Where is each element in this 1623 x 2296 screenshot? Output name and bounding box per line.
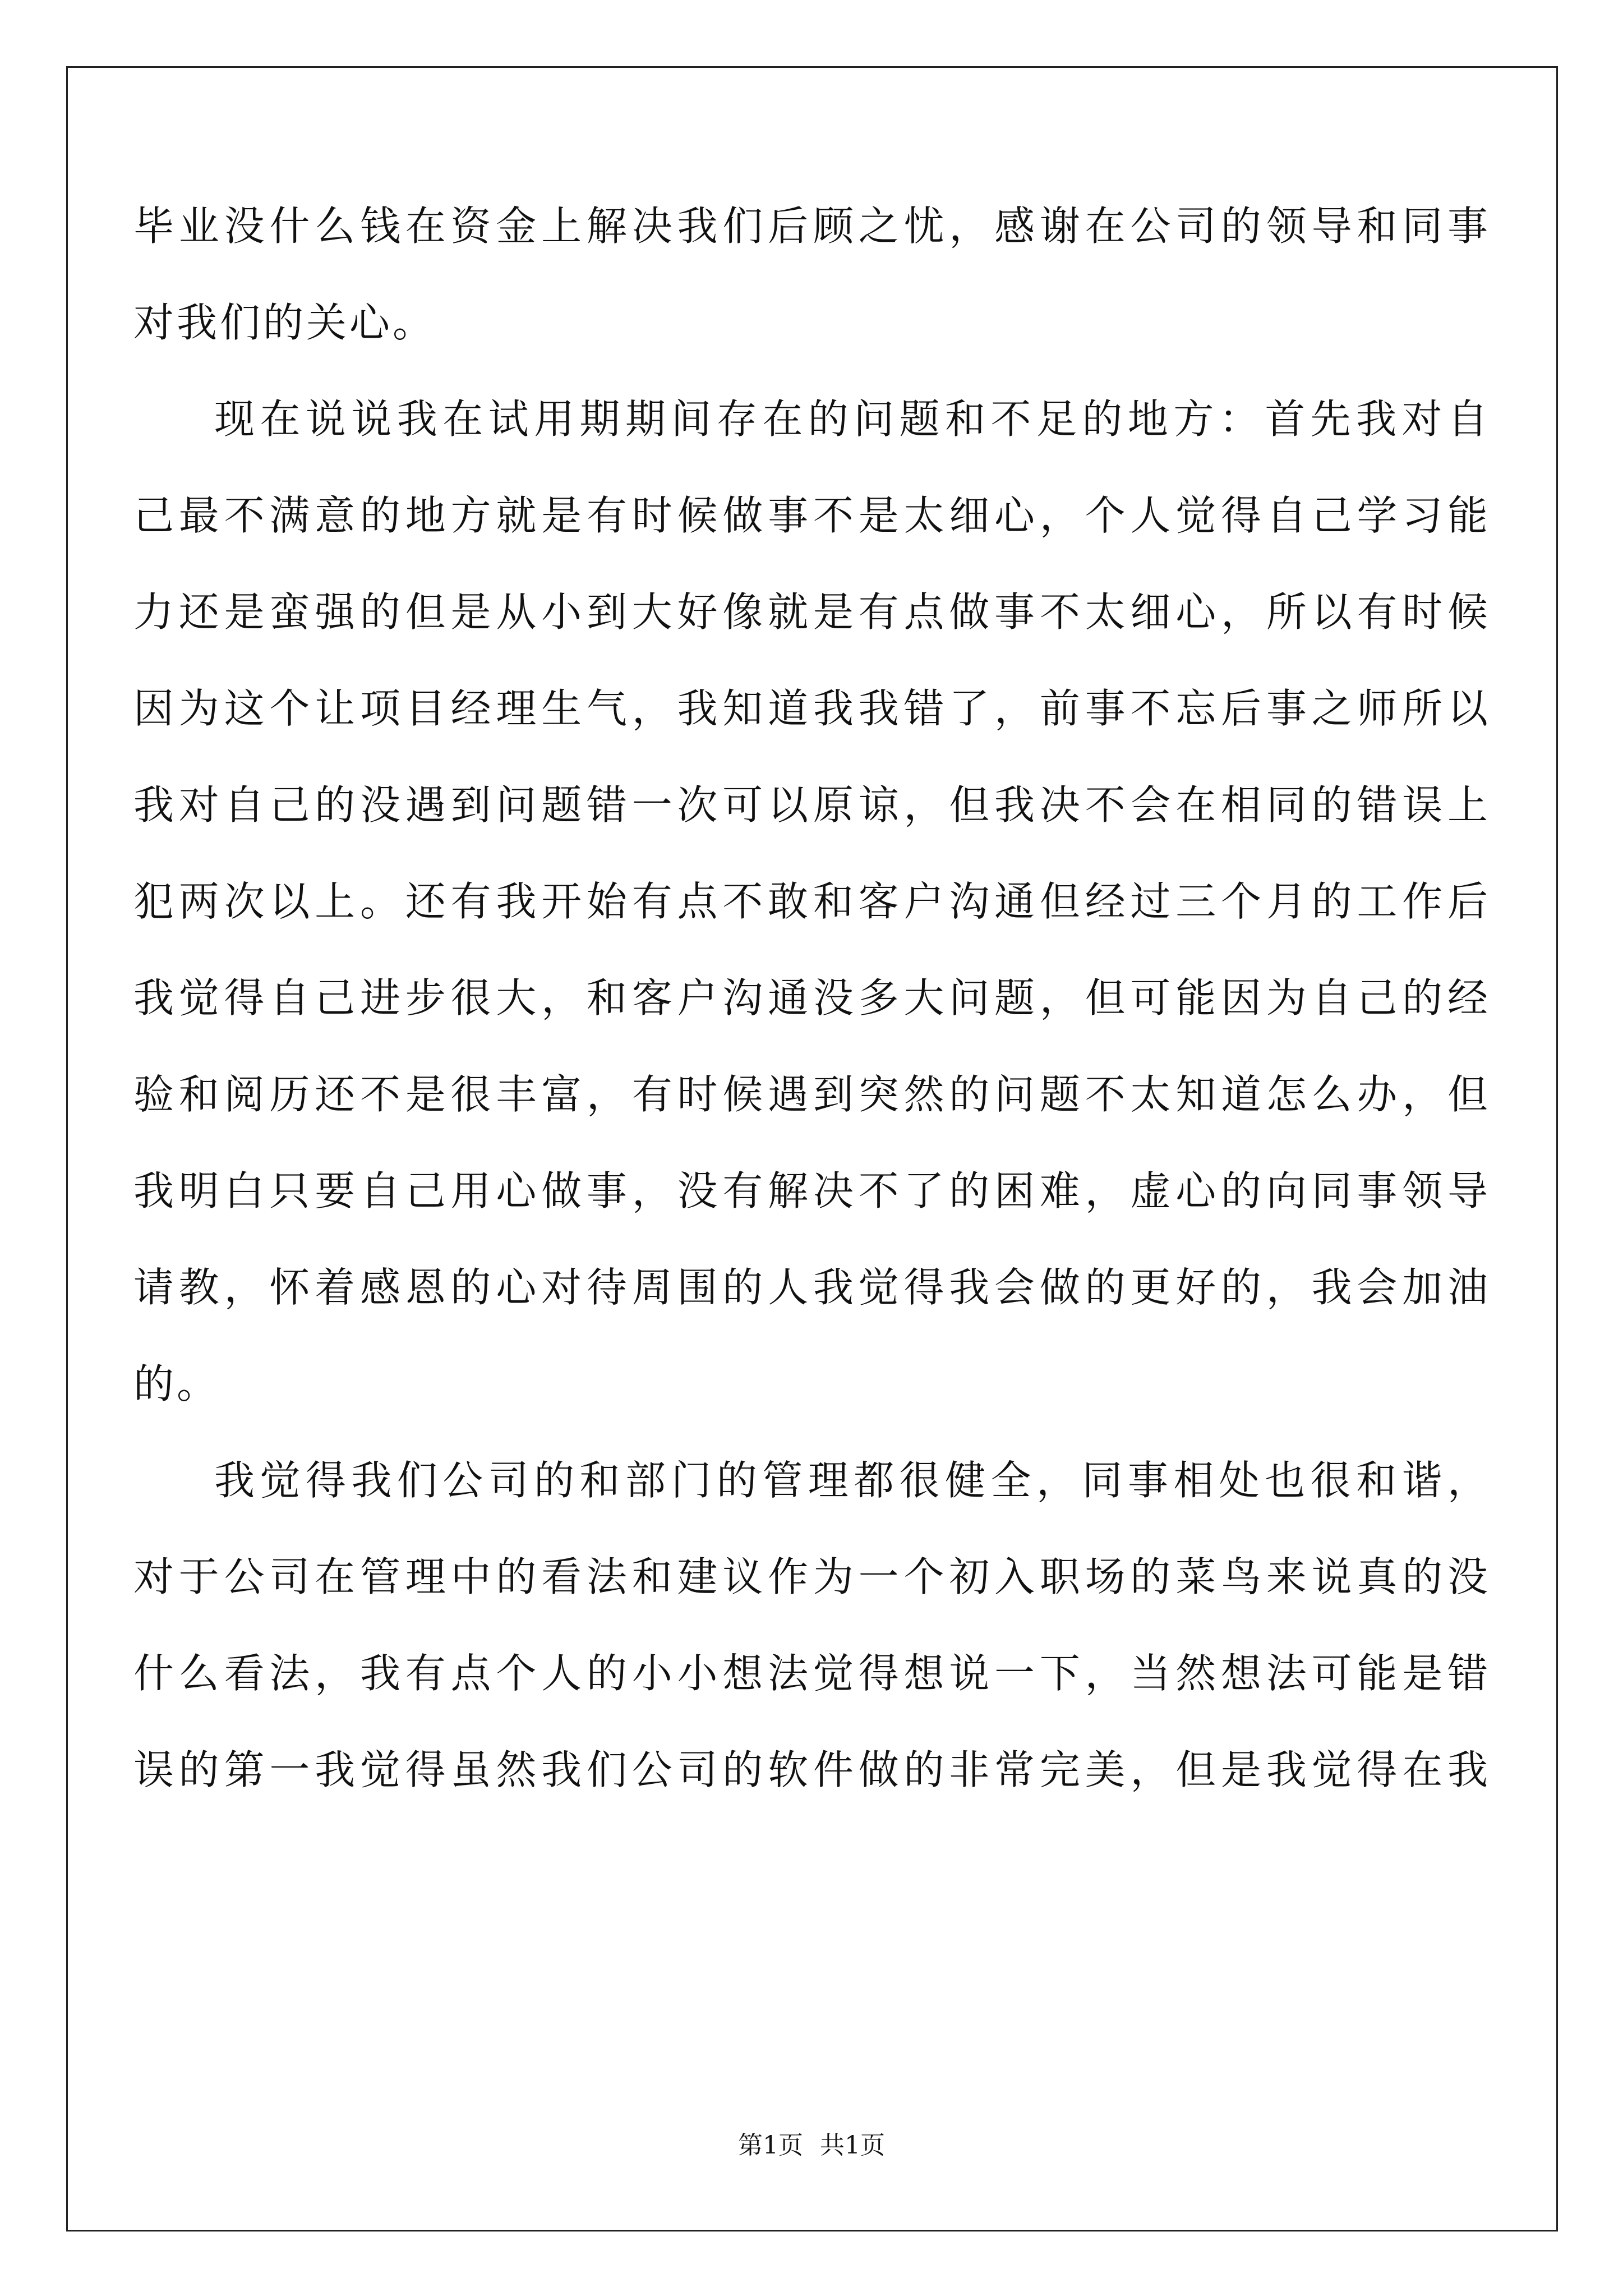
text-line: 我对自己的没遇到问题错一次可以原谅，但我决不会在相同的错误上 (133, 781, 1491, 829)
text-line: 对于公司在管理中的看法和建议作为一个初入职场的菜鸟来说真的没 (133, 1553, 1491, 1600)
page-number-total: 共1页 (820, 2131, 885, 2160)
text-line: 毕业没什么钱在资金上解决我们后顾之忧，感谢在公司的领导和同事 (133, 203, 1491, 250)
text-line: 现在说说我在试用期期间存在的问题和不足的地方：首先我对自 (214, 395, 1491, 443)
text-line: 我觉得自己进步很大，和客户沟通没多大问题，但可能因为自己的经 (133, 974, 1491, 1022)
page-number-current: 第1页 (738, 2131, 803, 2160)
text-line: 力还是蛮强的但是从小到大好像就是有点做事不太细心，所以有时候 (133, 588, 1491, 636)
text-line: 我觉得我们公司的和部门的管理都很健全，同事相处也很和谐， (214, 1457, 1491, 1504)
text-line: 什么看法，我有点个人的小小想法觉得想说一下，当然想法可能是错 (133, 1650, 1491, 1697)
text-line: 的。 (133, 1360, 220, 1407)
text-line: 对我们的关心。 (133, 299, 436, 346)
text-line: 因为这个让项目经理生气，我知道我我错了，前事不忘后事之师所以 (133, 685, 1491, 732)
text-line: 请教，怀着感恩的心对待周围的人我觉得我会做的更好的，我会加油 (133, 1264, 1491, 1311)
text-line: 验和阅历还不是很丰富，有时候遇到突然的问题不太知道怎么办，但 (133, 1071, 1491, 1118)
text-line: 己最不满意的地方就是有时候做事不是太细心，个人觉得自己学习能 (133, 492, 1491, 539)
document-body (133, 202, 1491, 1842)
page-footer (0, 2132, 1623, 2160)
text-line: 误的第一我觉得虽然我们公司的软件做的非常完美，但是我觉得在我 (133, 1746, 1491, 1793)
text-line: 犯两次以上。还有我开始有点不敢和客户沟通但经过三个月的工作后 (133, 878, 1491, 925)
text-line: 我明白只要自己用心做事，没有解决不了的困难，虚心的向同事领导 (133, 1167, 1491, 1214)
